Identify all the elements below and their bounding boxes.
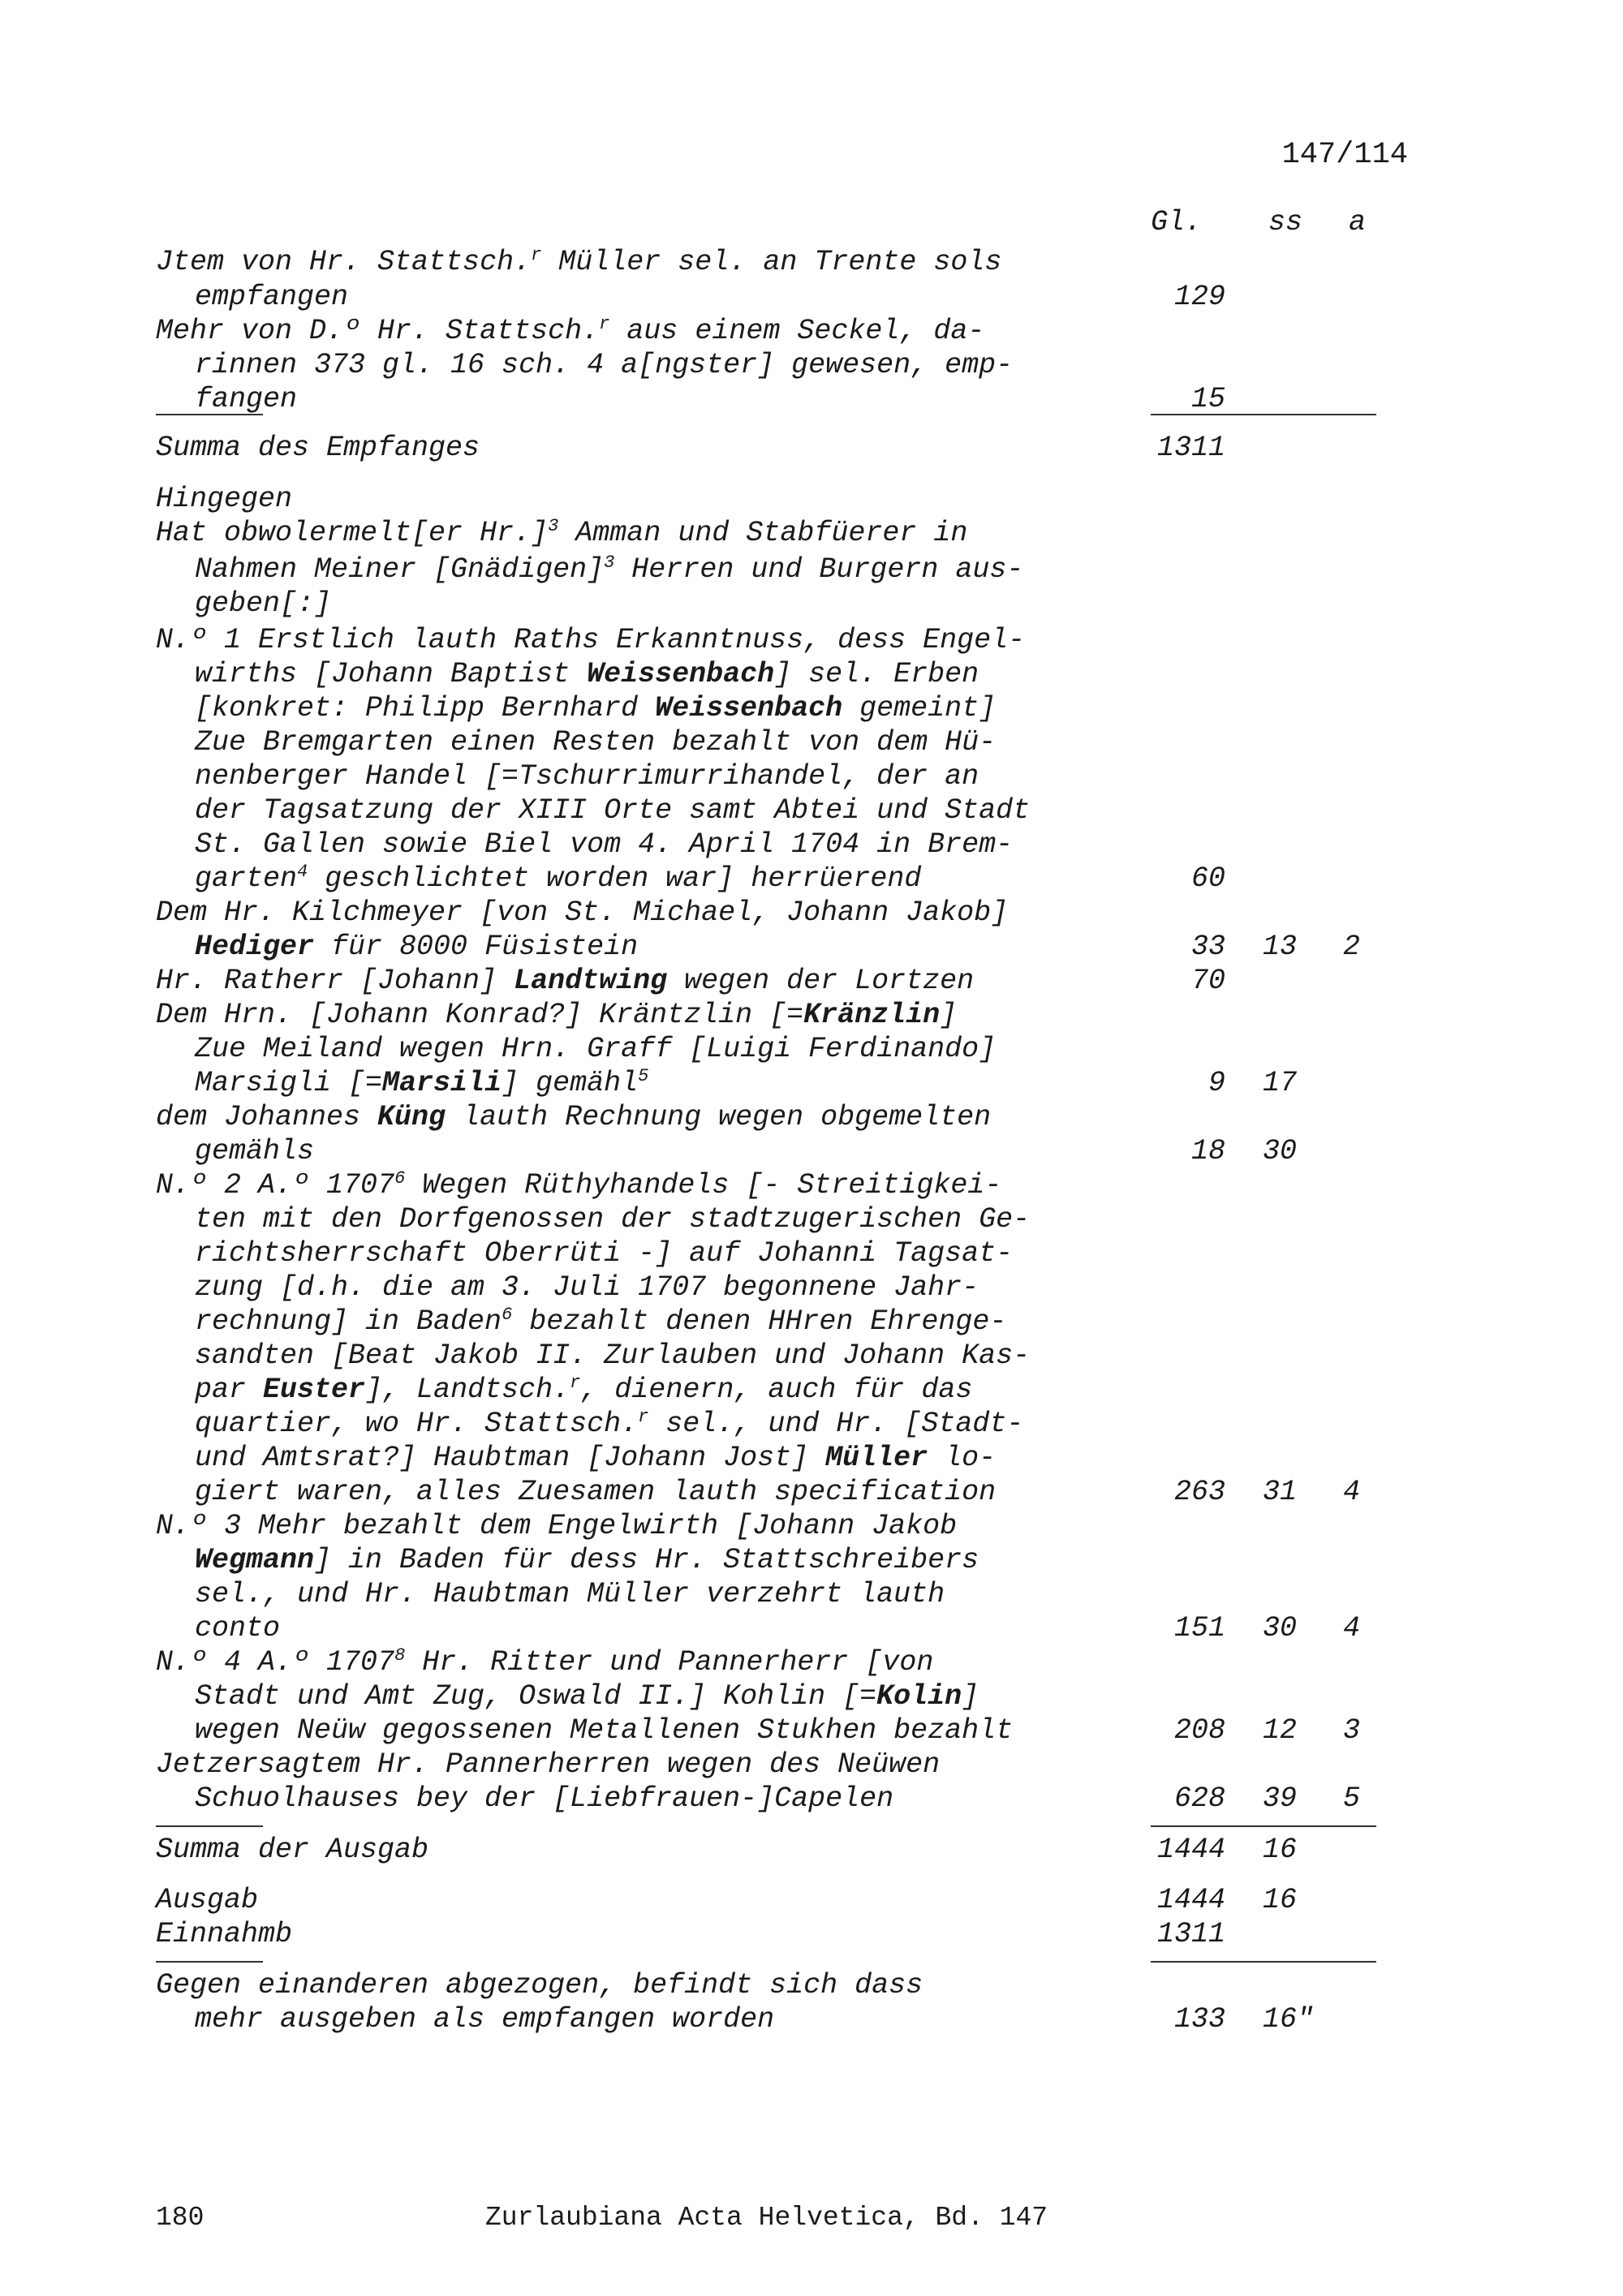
ledger-row bbox=[0, 1066, 1623, 1100]
entry-text-part: conto bbox=[195, 1612, 281, 1645]
entry-text-part: ] bbox=[940, 999, 958, 1031]
entry-text bbox=[195, 1782, 893, 1816]
ledger-row bbox=[0, 657, 1623, 691]
amount-gl: 1444 bbox=[1156, 1884, 1225, 1916]
amount-gl: 129 bbox=[1173, 281, 1225, 313]
entry-text-part: N.º 2 A.º 1707 bbox=[156, 1169, 395, 1202]
ledger-row bbox=[0, 553, 1623, 587]
entry-text-part: N.º 4 A.º 1707 bbox=[156, 1646, 395, 1679]
entry-text-part: N.º 3 Mehr bezahlt dem Engelwirth [Johann Jakob bbox=[156, 1510, 958, 1542]
amount-ss: 17 bbox=[1263, 1067, 1298, 1099]
entry-text bbox=[156, 1968, 923, 2002]
entry-text-part: geschlichtet worden war] herrüerend bbox=[308, 862, 922, 895]
ledger-row bbox=[0, 1202, 1623, 1236]
entry-text bbox=[195, 1441, 996, 1475]
entry-text bbox=[195, 1134, 314, 1168]
ledger-row bbox=[0, 1509, 1623, 1543]
ledger-row bbox=[0, 1748, 1623, 1782]
entry-text bbox=[156, 1917, 292, 1951]
amount-a: 4 bbox=[1343, 1612, 1361, 1645]
entry-text-part: Summa der Ausgab bbox=[156, 1834, 429, 1866]
entry-text-part: Hr. Ritter und Pannerherr [von bbox=[405, 1646, 934, 1679]
ledger-row bbox=[0, 1134, 1623, 1168]
rule-left bbox=[156, 1961, 263, 1963]
entry-text-part: und Amtsrat?] Haubtman [Johann Jost] bbox=[195, 1442, 826, 1474]
ledger-row bbox=[0, 1100, 1623, 1134]
ledger-row bbox=[0, 280, 1623, 314]
footnote-mark: 3 bbox=[548, 516, 559, 536]
ledger-row bbox=[0, 431, 1623, 465]
rule-right bbox=[1151, 414, 1376, 415]
entry-text-part: richtsherrschaft Oberrüti -] auf Johanni Tagsat- bbox=[195, 1237, 1014, 1270]
column-header-a: a bbox=[1349, 206, 1367, 239]
ledger-row bbox=[0, 1168, 1623, 1202]
amount-gl: 33 bbox=[1190, 931, 1225, 963]
entry-text-part: Stadt und Amt Zug, Oswald II.] Kohlin [= bbox=[195, 1680, 877, 1713]
entry-text bbox=[195, 793, 1030, 828]
entry-text-part: Mehr von D.º Hr. Stattsch. bbox=[156, 315, 600, 347]
entry-text-part: geben[:] bbox=[195, 587, 332, 620]
amount-ss: 39 bbox=[1263, 1782, 1298, 1815]
ledger-row bbox=[0, 516, 1623, 550]
amount-ss: 12 bbox=[1263, 1714, 1298, 1747]
entry-text-part: ] sel. Erben bbox=[774, 658, 979, 690]
entry-text-part: empfangen bbox=[195, 281, 349, 313]
amount-gl: 628 bbox=[1173, 1782, 1225, 1815]
amount-gl: 15 bbox=[1190, 383, 1225, 415]
entry-text-part: Dem Hrn. [Johann Konrad?] Kräntzlin [= bbox=[156, 999, 804, 1031]
entry-text-part: wirths [Johann Baptist bbox=[195, 658, 588, 690]
entry-text-part: ], Landtsch. bbox=[365, 1374, 570, 1406]
rule-left bbox=[156, 414, 263, 415]
amount-gl: 60 bbox=[1190, 862, 1225, 895]
entry-text-part: Schuolhauses bey der [Liebfrauen-]Capelen bbox=[195, 1782, 894, 1815]
ledger-row bbox=[0, 1407, 1623, 1441]
amount-gl: 133 bbox=[1173, 2003, 1225, 2036]
entry-text-part: gemähls bbox=[195, 1135, 315, 1167]
person-name: Landtwing bbox=[514, 965, 668, 997]
entry-text-part: Hingegen bbox=[156, 483, 293, 515]
ledger-row bbox=[0, 1713, 1623, 1748]
ledger-row bbox=[0, 1441, 1623, 1475]
entry-text-part: Zue Meiland wegen Hrn. Graff [Luigi Ferdinando] bbox=[195, 1033, 997, 1065]
ledger-row bbox=[0, 1373, 1623, 1407]
entry-text bbox=[195, 828, 1013, 862]
amount-ss: 16 bbox=[1263, 1884, 1298, 1916]
ledger-row bbox=[0, 1968, 1623, 2002]
entry-text bbox=[195, 1305, 1006, 1339]
ledger-row bbox=[0, 1611, 1623, 1645]
entry-text bbox=[156, 1509, 957, 1543]
ledger-row bbox=[0, 759, 1623, 793]
ledger-row bbox=[0, 245, 1623, 279]
entry-text bbox=[195, 1543, 979, 1577]
entry-text bbox=[195, 1202, 1030, 1236]
entry-text bbox=[195, 1611, 280, 1645]
entry-text-part: par bbox=[195, 1374, 264, 1406]
entry-text bbox=[156, 482, 292, 516]
entry-text bbox=[195, 657, 979, 691]
footnote-mark: r bbox=[638, 1407, 649, 1427]
ledger-row bbox=[0, 998, 1623, 1032]
entry-text bbox=[156, 1748, 940, 1782]
ledger-row bbox=[0, 1645, 1623, 1679]
entry-text-part: Hat obwolermelt[er Hr.] bbox=[156, 517, 549, 549]
entry-text bbox=[156, 623, 1025, 657]
ledger-row bbox=[0, 314, 1623, 348]
entry-text bbox=[195, 862, 921, 896]
entry-text-part: ten mit den Dorfgenossen der stadtzugerischen Ge- bbox=[195, 1203, 1031, 1236]
ledger-row bbox=[0, 348, 1623, 382]
entry-text-part: zung [d.h. die am 3. Juli 1707 begonnene Jahr- bbox=[195, 1271, 979, 1304]
entry-text-part: Hr. Ratherr [Johann] bbox=[156, 965, 514, 997]
amount-gl: 263 bbox=[1173, 1476, 1225, 1508]
column-header-ss: ss bbox=[1268, 206, 1303, 239]
entry-text bbox=[195, 759, 979, 793]
entry-text bbox=[156, 1883, 258, 1917]
entry-text-part: rinnen 373 gl. 16 sch. 4 a[ngster] gewesen, emp- bbox=[195, 349, 1014, 381]
entry-text-part: Nahmen Meiner [Gnädigen] bbox=[195, 553, 605, 586]
person-name: Euster bbox=[263, 1374, 366, 1406]
footnote-mark: 6 bbox=[394, 1168, 406, 1189]
entry-text-part: giert waren, alles Zuesamen lauth specification bbox=[195, 1476, 997, 1508]
ledger-row bbox=[0, 725, 1623, 759]
amount-gl: 1311 bbox=[1156, 1918, 1225, 1950]
entry-text bbox=[195, 280, 348, 314]
entry-text-part: Zue Bremgarten einen Resten bezahlt von dem Hü- bbox=[195, 726, 997, 759]
entry-text-part: , dienern, auch für das bbox=[580, 1374, 973, 1406]
ledger-row bbox=[0, 2002, 1623, 2036]
ledger-row bbox=[0, 862, 1623, 896]
amount-a: 2 bbox=[1343, 931, 1361, 963]
amount-ss: 13 bbox=[1263, 931, 1298, 963]
person-name: Kränzlin bbox=[803, 999, 941, 1031]
entry-text bbox=[156, 1168, 1001, 1202]
person-name: Marsili bbox=[382, 1067, 502, 1099]
amount-ss: 31 bbox=[1263, 1476, 1298, 1508]
person-name: Weissenbach bbox=[587, 658, 775, 690]
amount-a: 5 bbox=[1343, 1782, 1361, 1815]
entry-text bbox=[156, 516, 967, 550]
entry-text bbox=[156, 1100, 991, 1134]
amount-ss: 16" bbox=[1263, 2003, 1315, 2036]
entry-text-part: sandten [Beat Jakob II. Zurlauben und Johann Kas- bbox=[195, 1339, 1031, 1372]
entry-text-part: lauth Rechnung wegen obgemelten bbox=[446, 1101, 992, 1133]
entry-text-part: der Tagsatzung der XIII Orte samt Abtei und Stadt bbox=[195, 794, 1031, 827]
ledger-row bbox=[0, 1577, 1623, 1611]
entry-text bbox=[195, 1475, 996, 1509]
entry-text-part: mehr ausgeben als empfangen worden bbox=[195, 2003, 775, 2036]
amount-gl: 1311 bbox=[1156, 432, 1225, 464]
amount-gl: 208 bbox=[1173, 1714, 1225, 1747]
entry-text-part: garten bbox=[195, 862, 298, 895]
footnote-mark: 6 bbox=[502, 1305, 513, 1325]
ledger-row bbox=[0, 1917, 1623, 1951]
entry-text-part: bezahlt denen HHren Ehrenge- bbox=[512, 1305, 1007, 1338]
entry-text bbox=[195, 1066, 648, 1100]
ledger-row bbox=[0, 793, 1623, 828]
ledger-row bbox=[0, 1271, 1623, 1305]
entry-text-part: Jtem von Hr. Stattsch. bbox=[156, 246, 532, 278]
ledger-row bbox=[0, 1032, 1623, 1066]
amount-ss: 16 bbox=[1263, 1834, 1298, 1866]
amount-ss: 30 bbox=[1263, 1135, 1298, 1167]
entry-text-part: quartier, wo Hr. Stattsch. bbox=[195, 1408, 639, 1440]
entry-text-part: nenberger Handel [=Tschurrimurrihandel, der an bbox=[195, 760, 979, 793]
entry-text bbox=[195, 587, 331, 621]
entry-text-part: gemeint] bbox=[842, 692, 997, 724]
ledger-row bbox=[0, 1679, 1623, 1713]
ledger-row bbox=[0, 587, 1623, 621]
entry-text-part: Müller sel. an Trente sols bbox=[541, 246, 1002, 278]
ledger-row bbox=[0, 930, 1623, 964]
entry-text-part: Amman und Stabfüerer in bbox=[558, 517, 968, 549]
rule-left bbox=[156, 1825, 263, 1827]
entry-text bbox=[195, 1373, 972, 1407]
ledger-row bbox=[0, 964, 1623, 998]
entry-text bbox=[156, 1833, 428, 1867]
ledger-row bbox=[0, 623, 1623, 657]
entry-text bbox=[195, 1407, 1023, 1441]
footnote-mark: r bbox=[531, 245, 542, 265]
entry-text bbox=[195, 348, 1013, 382]
ledger-row bbox=[0, 1833, 1623, 1867]
ledger-row bbox=[0, 382, 1623, 416]
entry-text bbox=[195, 1679, 979, 1713]
ledger-row bbox=[0, 1339, 1623, 1373]
column-header-gl: Gl. bbox=[1151, 206, 1203, 239]
entry-text bbox=[195, 1271, 979, 1305]
entry-text-part: Ausgab bbox=[156, 1884, 259, 1916]
entry-text-part: sel., und Hr. Haubtman Müller verzehrt lauth bbox=[195, 1578, 945, 1610]
footnote-mark: r bbox=[570, 1373, 581, 1393]
entry-text bbox=[156, 1645, 933, 1679]
person-name: Hediger bbox=[195, 931, 315, 963]
person-name: Kolin bbox=[876, 1680, 962, 1713]
amount-a: 4 bbox=[1343, 1476, 1361, 1508]
ledger-row bbox=[0, 1543, 1623, 1577]
footnote-mark: 3 bbox=[604, 553, 615, 573]
footnote-mark: 4 bbox=[297, 862, 308, 882]
footnote-mark: 5 bbox=[638, 1066, 649, 1086]
entry-text bbox=[156, 245, 1001, 279]
rule-right bbox=[1151, 1825, 1376, 1827]
entry-text-part: wegen der Lortzen bbox=[667, 965, 975, 997]
entry-text-part: fangen bbox=[195, 383, 298, 415]
amount-gl: 18 bbox=[1190, 1135, 1225, 1167]
ledger-row bbox=[0, 1782, 1623, 1816]
entry-text-part: Einnahmb bbox=[156, 1918, 293, 1950]
ledger-row bbox=[0, 691, 1623, 725]
entry-text bbox=[195, 382, 297, 416]
entry-text-part: rechnung] in Baden bbox=[195, 1305, 502, 1338]
amount-gl: 1444 bbox=[1156, 1834, 1225, 1866]
entry-text-part: St. Gallen sowie Biel vom 4. April 1704 in Brem- bbox=[195, 828, 1014, 861]
entry-text bbox=[195, 2002, 774, 2036]
entry-text-part: wegen Neüw gegossenen Metallenen Stukhen bezahlt bbox=[195, 1714, 1014, 1747]
person-name: Küng bbox=[377, 1101, 446, 1133]
entry-text-part: für 8000 Füsistein bbox=[314, 931, 639, 963]
entry-text-part: ] gemähl bbox=[502, 1067, 639, 1099]
entry-text bbox=[156, 314, 984, 348]
amount-gl: 9 bbox=[1208, 1067, 1225, 1099]
ledger-row bbox=[0, 896, 1623, 930]
footer-page-number: 180 bbox=[156, 2203, 204, 2233]
entry-text bbox=[195, 553, 1023, 587]
entry-text bbox=[195, 1577, 945, 1611]
entry-text bbox=[195, 691, 996, 725]
entry-text-part: Dem Hr. Kilchmeyer [von St. Michael, Johann Jakob] bbox=[156, 896, 1009, 929]
rule-right bbox=[1151, 1961, 1376, 1963]
footnote-mark: r bbox=[599, 314, 610, 334]
entry-text-part: dem Johannes bbox=[156, 1101, 378, 1133]
entry-text-part: Marsigli [= bbox=[195, 1067, 383, 1099]
entry-text-part: Wegen Rüthyhandels [- Streitigkei- bbox=[405, 1169, 1002, 1202]
amount-ss: 30 bbox=[1263, 1612, 1298, 1645]
entry-text-part: [konkret: Philipp Bernhard bbox=[195, 692, 656, 724]
entry-text-part: Jetzersagtem Hr. Pannerherren wegen des Neüwen bbox=[156, 1748, 941, 1781]
entry-text-part: aus einem Seckel, da- bbox=[609, 315, 985, 347]
entry-text bbox=[156, 998, 957, 1032]
entry-text-part: ] in Baden für dess Hr. Stattschreibers bbox=[314, 1544, 979, 1576]
amount-a: 3 bbox=[1343, 1714, 1361, 1747]
footnote-mark: 8 bbox=[394, 1645, 406, 1666]
entry-text-part: N.º 1 Erstlich lauth Raths Erkanntnuss, dess Engel- bbox=[156, 624, 1026, 656]
amount-gl: 70 bbox=[1190, 965, 1225, 997]
entry-text-part: lo- bbox=[928, 1442, 997, 1474]
entry-text bbox=[156, 431, 480, 465]
ledger-row bbox=[0, 1305, 1623, 1339]
ledger-row bbox=[0, 1883, 1623, 1917]
amount-gl: 151 bbox=[1173, 1612, 1225, 1645]
entry-text bbox=[195, 725, 996, 759]
entry-text bbox=[156, 964, 974, 998]
entry-text-part: sel., und Hr. [Stadt- bbox=[648, 1408, 1024, 1440]
ledger-row bbox=[0, 1236, 1623, 1271]
entry-text-part: Gegen einanderen abgezogen, befindt sich dass bbox=[156, 1969, 923, 2001]
entry-text bbox=[195, 1032, 996, 1066]
ledger-row bbox=[0, 1475, 1623, 1509]
entry-text-part: ] bbox=[962, 1680, 979, 1713]
entry-text-part: Herren und Burgern aus- bbox=[614, 553, 1024, 586]
person-name: Müller bbox=[825, 1442, 928, 1474]
person-name: Wegmann bbox=[195, 1544, 315, 1576]
entry-text bbox=[195, 930, 638, 964]
entry-text bbox=[156, 896, 1008, 930]
entry-text-part: Summa des Empfanges bbox=[156, 432, 480, 464]
entry-text bbox=[195, 1713, 1013, 1748]
entry-text bbox=[195, 1339, 1030, 1373]
ledger-row bbox=[0, 828, 1623, 862]
entry-text bbox=[195, 1236, 1013, 1271]
footer-title: Zurlaubiana Acta Helvetica, Bd. 147 bbox=[485, 2203, 1048, 2233]
ledger-row bbox=[0, 482, 1623, 516]
page-reference: 147/114 bbox=[1281, 138, 1408, 172]
person-name: Weissenbach bbox=[655, 692, 843, 724]
